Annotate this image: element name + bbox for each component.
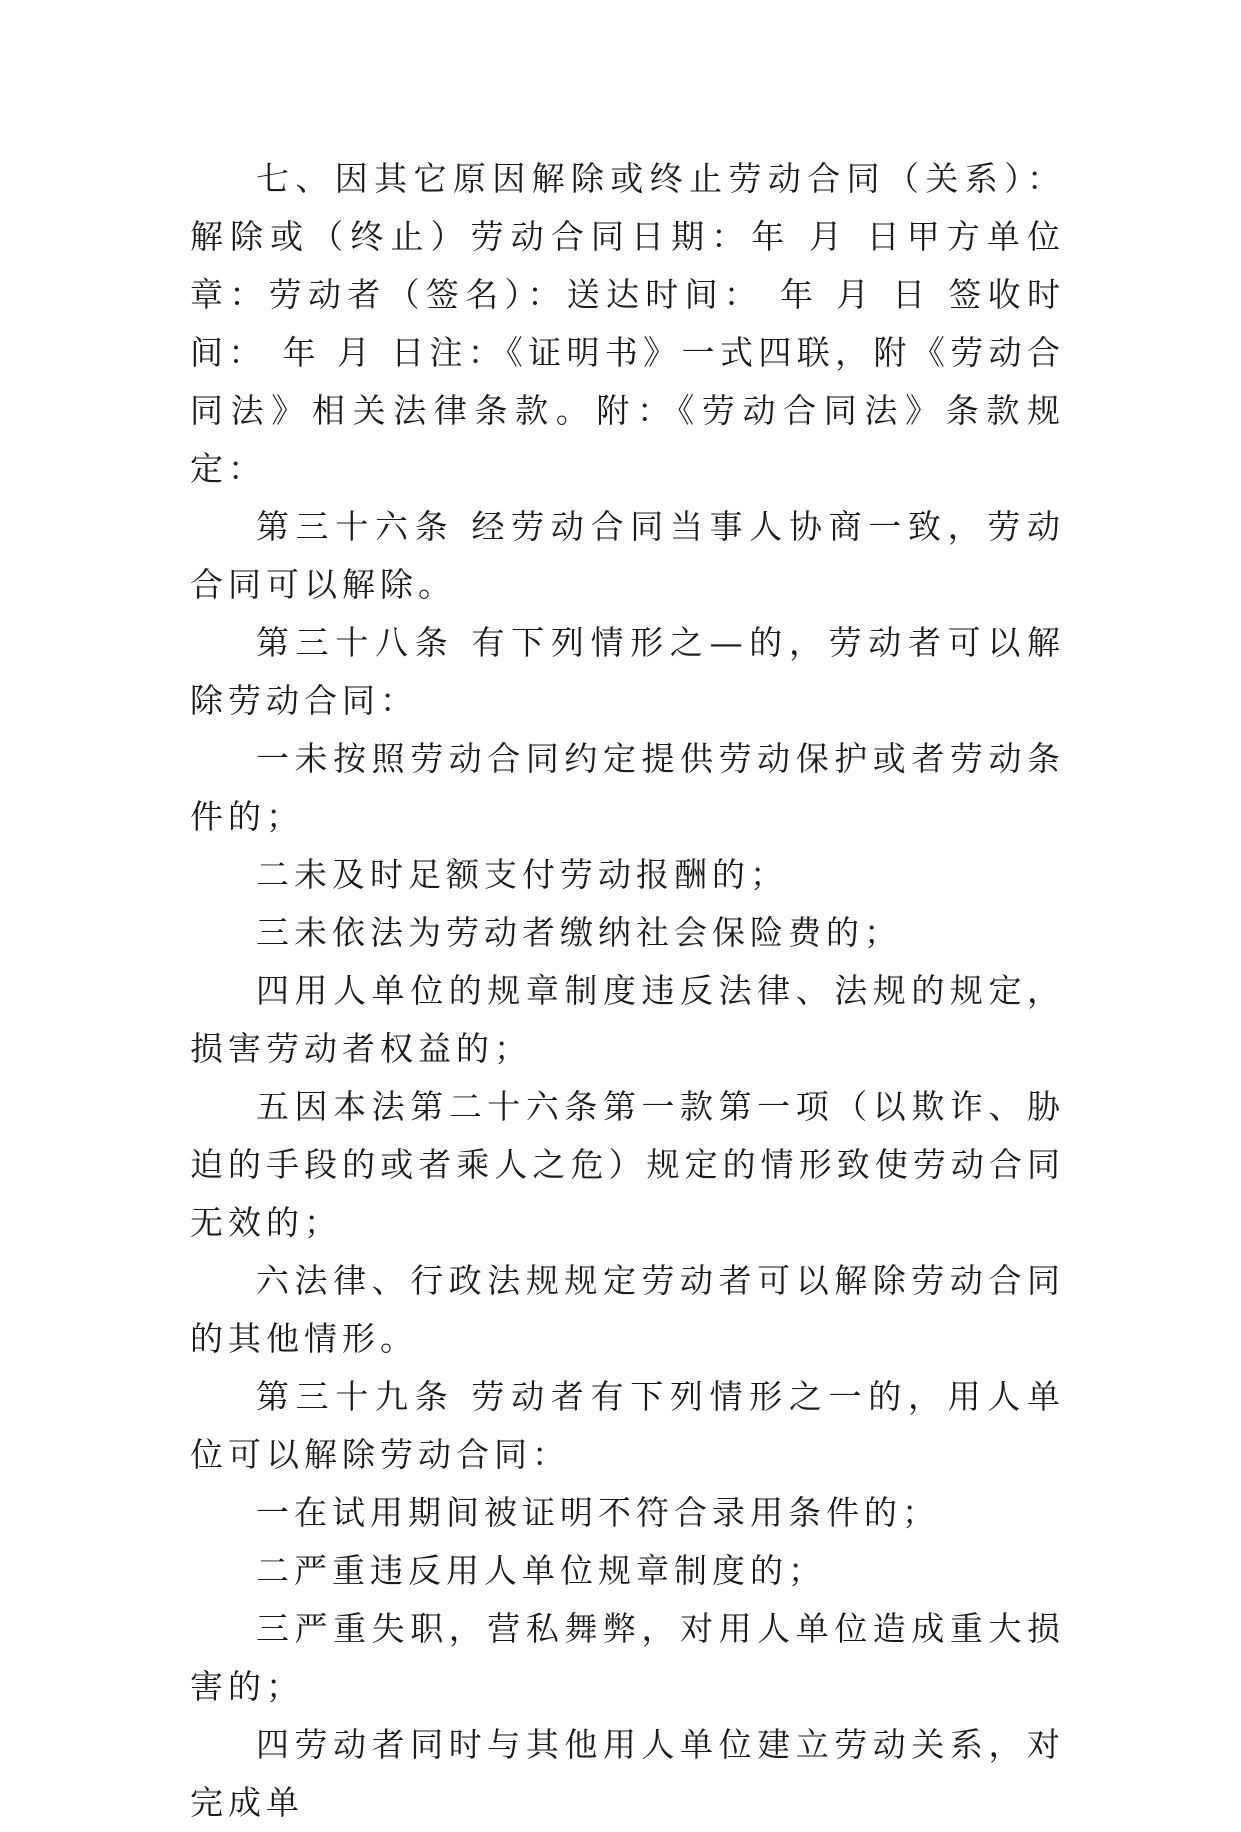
list-item-article-38-4: 四用人单位的规章制度违反法律、法规的规定，损害劳动者权益的； <box>190 971 1065 1068</box>
list-item-article-38-2: 二未及时足额支付劳动报酬的； <box>256 855 788 894</box>
paragraph-article-39: 第三十九条 劳动者有下列情形之一的，用人单位可以解除劳动合同： <box>190 1377 1065 1474</box>
paragraph-termination-other-reasons: 七、因其它原因解除或终止劳动合同（关系）：解除或（终止）劳动合同日期：年 月 日甲方单位章：劳动者（签名）：送达时间： 年 月 日 签收时间： 年 月 日注：《证明书》一式四联，附《劳动合同法》相关法律条款。附：《劳动合同法》条款规定： <box>190 159 1065 488</box>
document-body <box>190 150 1065 1832</box>
list-item-article-39-2: 二严重违反用人单位规章制度的； <box>256 1551 826 1590</box>
list-item-article-38-6: 六法律、行政法规规定劳动者可以解除劳动合同的其他情形。 <box>190 1261 1065 1358</box>
list-item-article-38-1: 一未按照劳动合同约定提供劳动保护或者劳动条件的； <box>190 739 1065 836</box>
paragraph-article-36: 第三十六条 经劳动合同当事人协商一致，劳动合同可以解除。 <box>190 507 1065 604</box>
list-item-article-38-3: 三未依法为劳动者缴纳社会保险费的； <box>256 913 902 952</box>
list-item-article-38-5: 五因本法第二十六条第一款第一项（以欺诈、胁迫的手段的或者乘人之危）规定的情形致使劳动合同无效的； <box>190 1087 1065 1242</box>
paragraph-article-38: 第三十八条 有下列情形之—的，劳动者可以解除劳动合同： <box>190 623 1065 720</box>
list-item-article-39-4: 四劳动者同时与其他用人单位建立劳动关系，对完成单 <box>190 1725 1065 1822</box>
list-item-article-39-1: 一在试用期间被证明不符合录用条件的； <box>256 1493 940 1532</box>
list-item-article-39-3: 三严重失职，营私舞弊，对用人单位造成重大损害的； <box>190 1609 1065 1706</box>
